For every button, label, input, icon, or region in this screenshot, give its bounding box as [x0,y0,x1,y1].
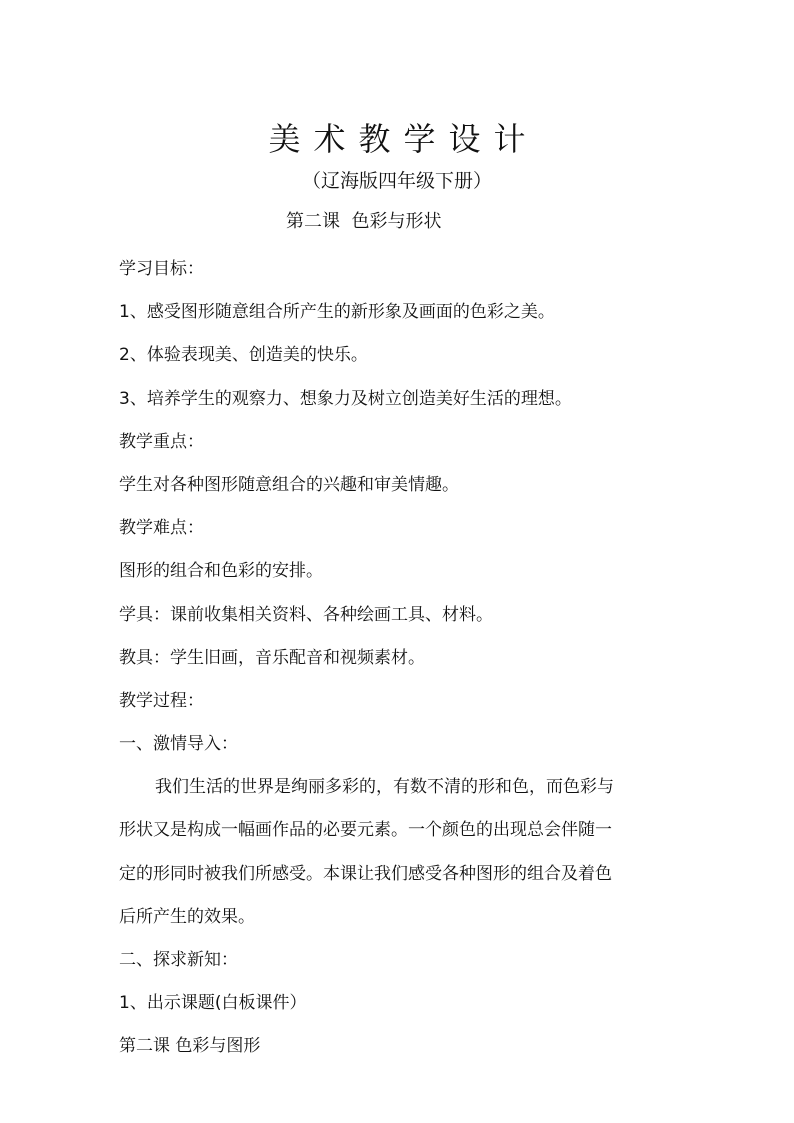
lesson-title-line: 第二课 色彩与图形 [119,1036,261,1057]
document-title: 美术教学设计 [268,120,539,158]
section-heading-objectives: 学习目标： [119,259,204,279]
objective-item-1: 1、感受图形随意组合所产生的新形象及画面的色彩之美。 [119,302,555,323]
document-body [119,248,667,1069]
objective-item-2: 2、体验表现美、创造美的快乐。 [119,345,368,366]
document-subtitle: （辽海版四年级下册） [301,170,492,192]
section-heading-key-points: 教学重点： [119,431,204,452]
difficulties-text: 图形的组合和色彩的安排。 [119,561,323,582]
paragraph-line: 定的形同时被我们所感受。本课让我们感受各种图形的组合及着色 [119,863,612,884]
teacher-materials-text: 教具：学生旧画，音乐配音和视频素材。 [119,647,425,668]
lesson-heading: 第二课 色彩与形状 [286,211,442,232]
step-heading-explore: 二、探求新知： [119,950,238,970]
section-heading-process: 教学过程： [119,690,204,711]
student-materials-text: 学具：课前收集相关资料、各种绘画工具、材料。 [119,604,493,625]
step-heading-intro: 一、激情导入： [119,734,238,755]
explore-item-1: 1、出示课题(白板课件） [119,993,307,1014]
paragraph-line: 我们生活的世界是绚丽多彩的，有数不清的形和色，而色彩与 [155,777,614,798]
paragraph-line: 后所产生的效果。 [119,906,255,927]
objective-item-3: 3、培养学生的观察力、想象力及树立创造美好生活的理想。 [119,388,572,409]
key-points-text: 学生对各种图形随意组合的兴趣和审美情趣。 [119,474,459,495]
section-heading-difficulties: 教学难点： [119,518,204,539]
paragraph-line: 形状又是构成一幅画作品的必要元素。一个颜色的出现总会伴随一 [119,820,612,841]
